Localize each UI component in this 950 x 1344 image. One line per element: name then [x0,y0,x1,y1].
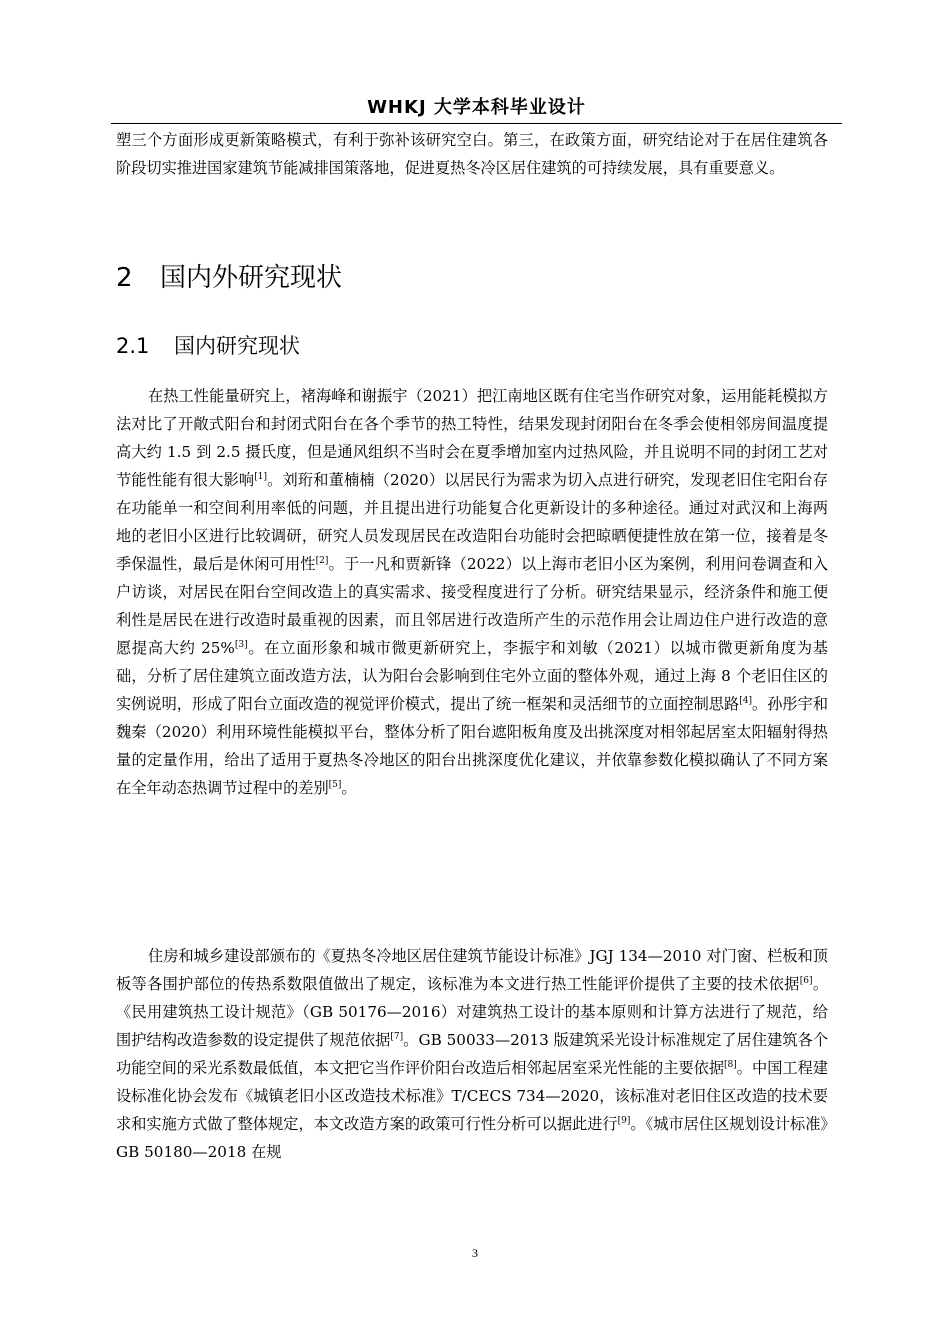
citation-ref[interactable]: [5] [328,779,342,790]
paragraph-text: 。在立面形象和城市微更新研究上，李振宇和刘敏（2021）以城市微更新角度为基础，分析了居住建筑立面改造方法，认为阳台会影响到住宅外立面的整体外观，通过上海 8 个老旧住区的实例说明，形成了阳台立面改造的视觉评价模式，提出了统一框架和灵活细节的立面控制思路 [116,639,828,713]
citation-ref[interactable]: [4] [739,695,752,706]
page-header: WHKJ 大学本科毕业设计 [367,97,586,118]
citation-ref[interactable]: [9] [617,1115,631,1126]
paragraph-text: 。 [341,779,357,797]
citation-ref[interactable]: [8] [724,1059,737,1070]
paragraph-text: 。孙彤宇和魏秦（2020）利用环境性能模拟平台，整体分析了阳台遮阳板角度及出挑深度对相邻起居室太阳辐射得热量的定量作用，给出了适用于夏热冬冷地区的阳台出挑深度优化建议，并依靠参数化模拟确认了不同方案在全年动态热调节过程中的差别 [116,695,829,797]
citation-ref[interactable]: [7] [390,1031,404,1042]
citation-ref[interactable]: [1] [254,471,267,482]
citation-ref[interactable]: [3] [234,639,248,650]
section-title: 国内外研究现状 [160,263,343,293]
paragraph-text: 在热工性能量研究上，褚海峰和谢振宇（2021）把江南地区既有住宅当作研究对象，运用能耗模拟方法对比了开敞式阳台和封闭式阳台在各个季节的热工特性，结果发现封闭阳台在冬季会使相邻房间温度提高大约 1.5 到 2.5 摄氏度，但是通风组织不当时会在夏季增加室内过热风险，并且说明不同的封闭工艺对节能性能有很大影响 [116,387,828,489]
subsection-number: 2.1 [116,334,150,358]
paragraph-text: 。刘珩和董楠楠（2020）以居民行为需求为切入点进行研究，发现老旧住宅阳台存在功能单一和空间利用率低的问题，并且提出进行功能复合化更新设计的多种途径。通过对武汉和上海两地的老旧小区进行比较调研，研究人员发现居民在改造阳台功能时会把晾晒便捷性放在第一位，接着是冬季保温性，最后是休闲可用性 [116,471,829,573]
paragraph-text: 。GB 50033—2013 版建筑采光设计标准规定了居住建筑各个功能空间的采光系数最低值，本文把它当作评价阳台改造后相邻起居室采光性能的主要依据 [116,1031,829,1077]
paragraph-text: 住房和城乡建设部颁布的《夏热冬冷地区居住建筑节能设计标准》JGJ 134—2010 对门窗、栏板和顶板等各围护部位的传热系数限值做出了规定，该标准为本文进行热工性能评价提供了主要的技术依据 [116,947,828,993]
body-paragraph-1 [116,382,828,802]
section-number: 2 [116,263,133,293]
paragraph-text: 。《民用建筑热工设计规范》（GB 50176—2016）对建筑热工设计的基本原则和计算方法进行了规范，给围护结构改造参数的设定提供了规范依据 [116,975,829,1049]
section-heading [116,256,342,300]
intro-paragraph: 塑三个方面形成更新策略模式，有利于弥补该研究空白。第三，在政策方面，研究结论对于在居住建筑各阶段切实推进国家建筑节能减排国策落地，促进夏热冬冷区居住建筑的可持续发展，具有重要意义。 [116,131,828,177]
paragraph-text: 。中国工程建设标准化协会发布《城镇老旧小区改造技术标准》T/CECS 734—2020，该标准对老旧住区改造的技术要求和实施方式做了整体规定，本文改造方案的政策可行性分析可以据此进行 [116,1059,829,1133]
header-divider [111,123,842,124]
subsection-heading [116,328,300,364]
citation-ref[interactable]: [2] [315,555,329,566]
page-number: 3 [472,1246,478,1260]
body-paragraph-2 [116,942,828,1166]
subsection-title: 国内研究现状 [174,334,300,358]
paragraph-text: 。于一凡和贾新锋（2022）以上海市老旧小区为案例，利用问卷调查和入户访谈，对居民在阳台空间改造上的真实需求、接受程度进行了分析。研究结果显示，经济条件和施工便利性是居民在进行改造时最重视的因素，而且邻居进行改造所产生的示范作用会让周边住户进行改造的意愿提高大约 25% [116,555,829,657]
paragraph-text: 。《城市居住区规划设计标准》GB 50180—2018 在规 [116,1115,829,1161]
citation-ref[interactable]: [6] [799,975,813,986]
